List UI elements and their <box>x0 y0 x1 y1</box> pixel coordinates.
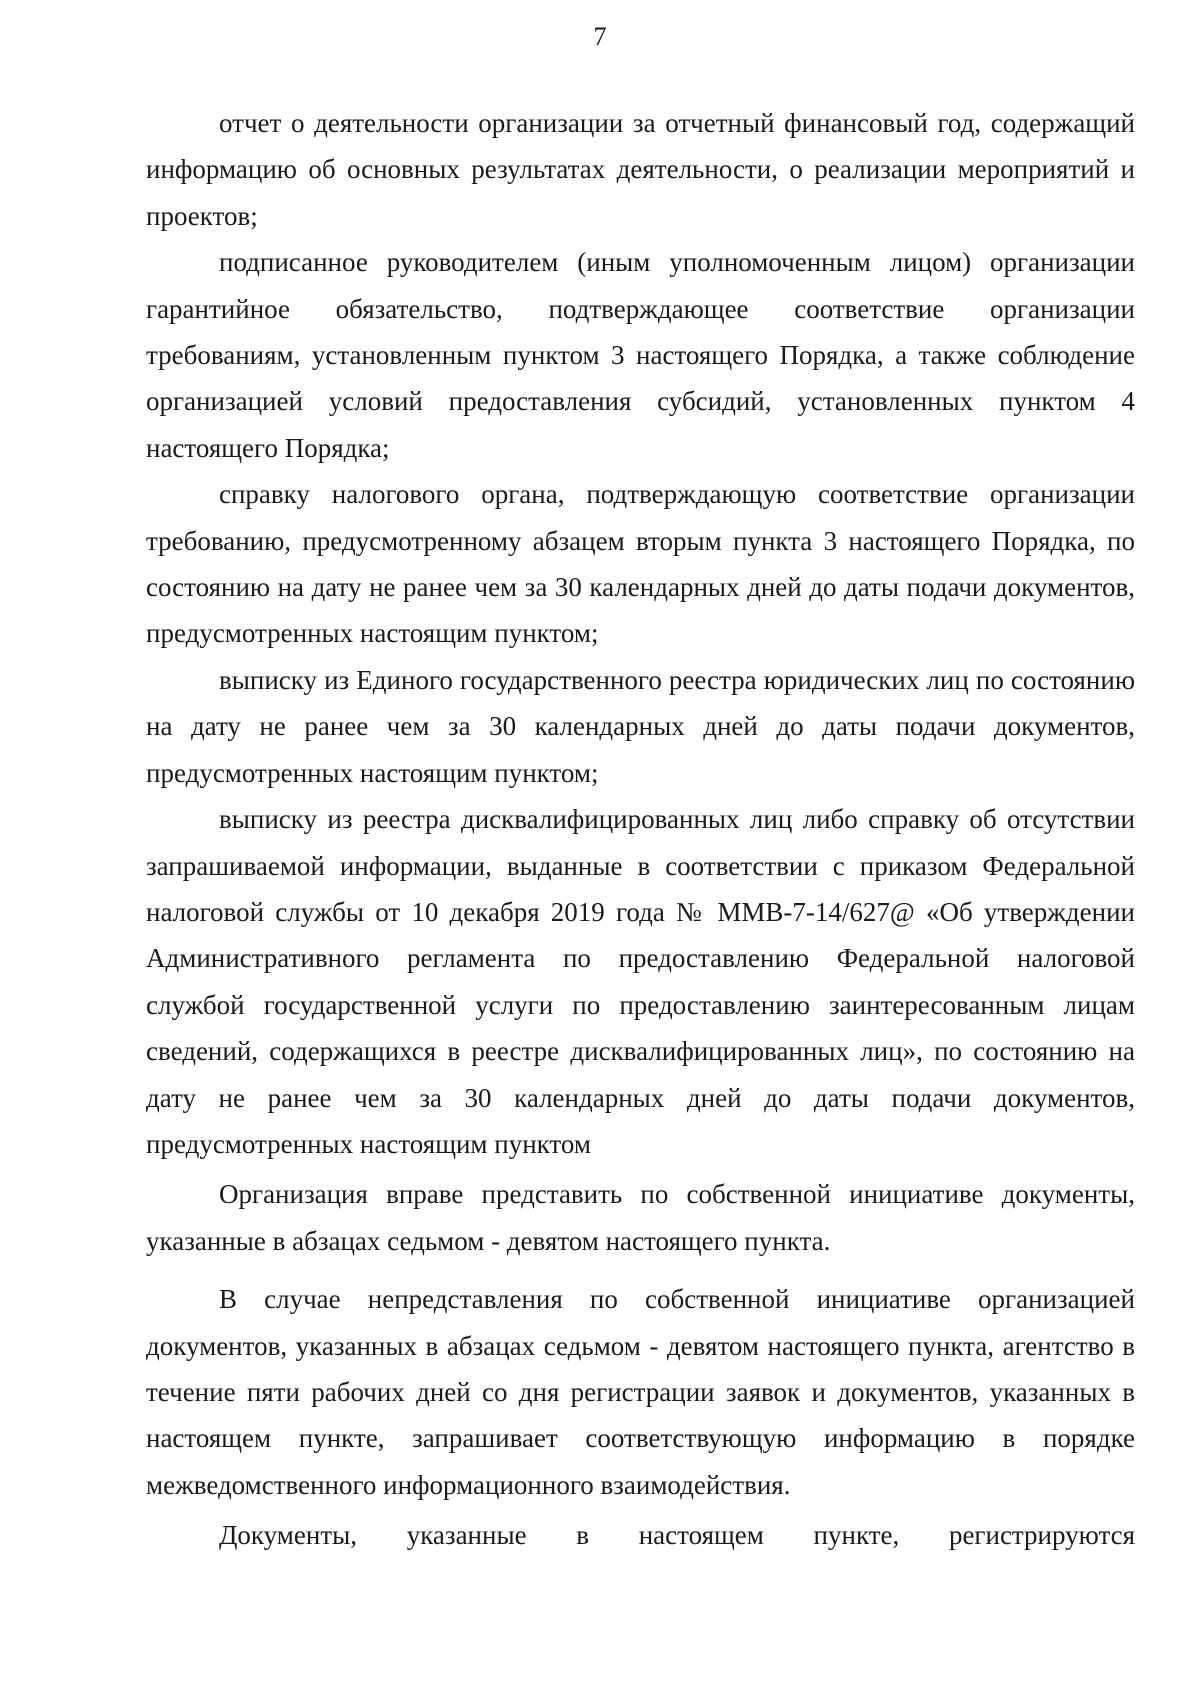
paragraph-guarantee-obligation: подписанное руководителем (иным уполномоченным лицом) организации гарантийное обязательство, подтверждающее соответствие организации требованиям, установленным пунктом 3 настоящего Порядка, а также соблюдение организацией условий предоставления субсидий, установленных пунктом 4 настоящего Порядка; <box>146 247 1135 463</box>
paragraph-registration: Документы, указанные в настоящем пункте, регистрируются <box>219 1520 1135 1551</box>
paragraph-report: отчет о деятельности организации за отчетный финансовый год, содержащий информацию об основных результатах деятельности, о реализации мероприятий и проектов; <box>146 108 1135 231</box>
document-body <box>146 100 1135 1559</box>
page-number: 7 <box>593 22 607 51</box>
paragraph-disqualified-registry: выписку из реестра дисквалифицированных лиц либо справку об отсутствии запрашиваемой информации, выданные в соответствии с приказом Федеральной налоговой службы от 10 декабря 2019 года № ММВ-7-14/627@ «Об утверждении Административного регламента по предоставлению Федеральной налоговой службой государственной услуги по предоставлению заинтересованным лицам сведений, содержащихся в реестре дисквалифицированных лиц», по состоянию на дату не ранее чем за 30 календарных дней до даты подачи документов, предусмотренных настоящим пунктом <box>146 804 1135 1159</box>
paragraph-own-initiative: Организация вправе представить по собственной инициативе документы, указанные в абзацах седьмом - девятом настоящего пункта. <box>146 1179 1135 1256</box>
paragraph-egrul-extract: выписку из Единого государственного реестра юридических лиц по состоянию на дату не ранее чем за 30 календарных дней до даты подачи документов, предусмотренных настоящим пунктом; <box>146 664 1135 788</box>
paragraph-interagency-request: В случае непредставления по собственной инициативе организацией документов, указанных в абзацах седьмом - девятом настоящего пункта, агентство в течение пяти рабочих дней со дня регистрации заявок и документов, указанных в настоящем пункте, запрашивает соответствующую информацию в порядке межведомственного информационного взаимодействия. <box>146 1284 1135 1500</box>
paragraph-tax-certificate: справку налогового органа, подтверждающую соответствие организации требованию, предусмотренному абзацем вторым пункта 3 настоящего Порядка, по состоянию на дату не ранее чем за 30 календарных дней до даты подачи документов, предусмотренных настоящим пунктом; <box>146 479 1135 649</box>
